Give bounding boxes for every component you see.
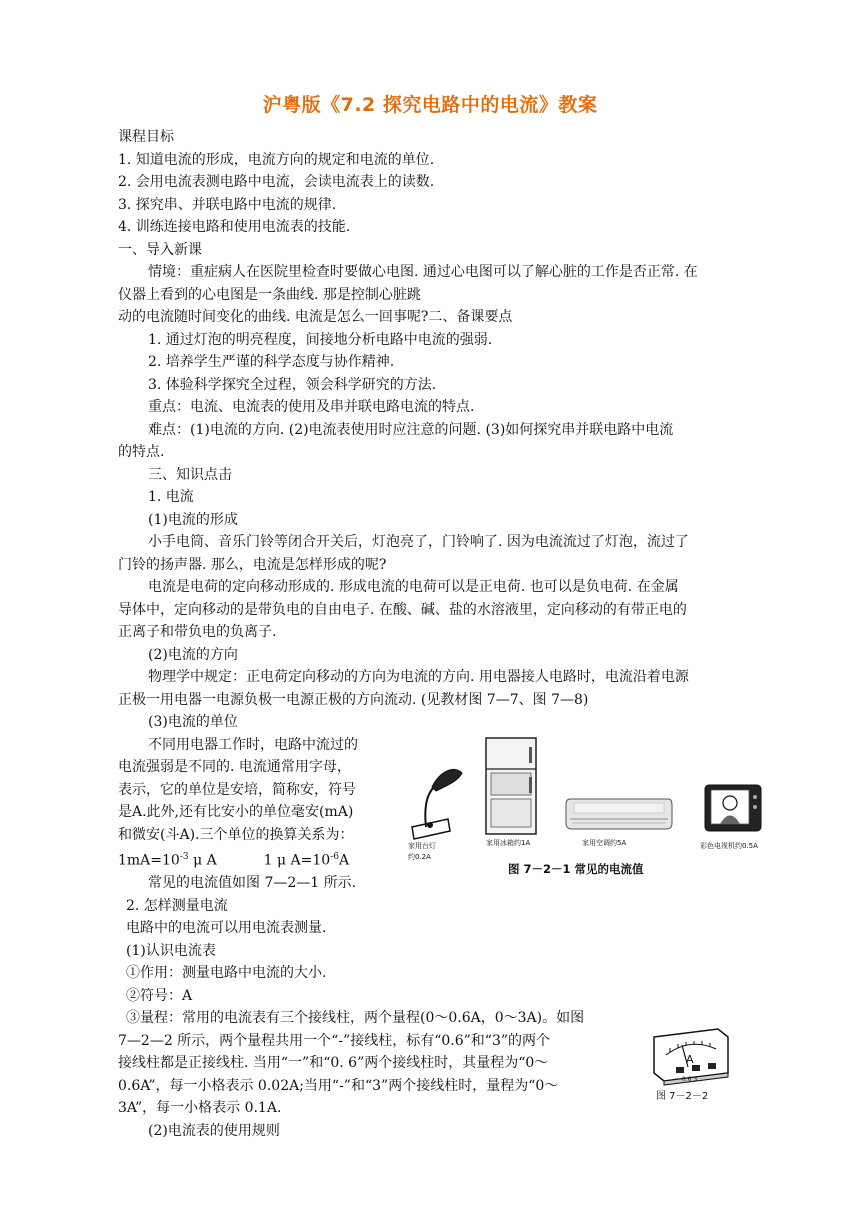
subsection-heading: 1. 电流 [148, 489, 194, 505]
paragraph-line: ③量程：常用的电流表有三个接线柱，两个量程(0～0.6A，0～3A)。如图 [126, 1010, 585, 1027]
figure1-caption: 图 7－2－1 常见的电流值 [508, 862, 644, 876]
paragraph-line: 电流强弱是不同的. 电流通常用字母， [118, 759, 351, 775]
paragraph-line: 电流是电荷的定向移动形成的. 形成电流的电荷可以是正电荷. 也可以是负电荷. 在金属 [148, 579, 679, 595]
prep-item: 1. 通过灯泡的明亮程度，间接地分析电路中电流的强弱. [148, 331, 493, 348]
section-heading: 三、知识点击 [148, 466, 232, 483]
unit-conversion [118, 846, 386, 872]
figure-ammeter [648, 1015, 738, 1105]
exponent: -6 [330, 852, 339, 862]
paragraph-line: 情境：重症病人在医院里检查时要做心电图. 通过心电图可以了解心脏的工作是否正常. 在 [148, 264, 698, 280]
goal-item: 2. 会用电流表测电路中电流，会读电流表上的读数. [118, 174, 435, 190]
paragraph-line: 小手电筒、音乐门铃等闭合开关后，灯泡亮了，门铃响了. 因为电流流过了灯泡，流过了 [148, 534, 689, 550]
ammeter-letter: A [686, 1053, 694, 1066]
paragraph-line: 表示，它的单位是安培，简称安，符号 [118, 781, 356, 798]
ammeter-art [648, 1015, 738, 1105]
lamp-label-1: 家用台灯 [408, 842, 436, 850]
fridge-label: 家用冰箱约1A [486, 839, 531, 847]
topic-heading: (1)电流的形成 [148, 511, 238, 528]
paragraph-line: 门铃的扬声器. 那么，电流是怎样形成的呢? [118, 556, 387, 573]
figure2-caption: 图 7－2－2 [656, 1091, 709, 1102]
paragraph-line: 0.6A”，每一小格表示 0.02A;当用“-”和“3”两个接线柱时，量程为“0～ [118, 1077, 559, 1094]
goal-item: 4. 训练连接电路和使用电流表的技能. [118, 219, 351, 235]
ammeter-symbol: ②符号：A [126, 987, 193, 1004]
paragraph-line: 仪器上看到的心电图是一条曲线. 那是控制心脏跳 [118, 286, 421, 303]
exponent: -3 [179, 852, 189, 862]
topic-heading: (2)电流的方向 [148, 646, 238, 663]
paragraph-line: 和微安(斗A).三个单位的换算关系为： [118, 826, 354, 843]
difficulty-line: 的特点. [118, 444, 165, 460]
subsection-heading: 2. 怎样测量电流 [126, 897, 228, 914]
air-conditioner-illustration [566, 799, 672, 829]
figure-common-currents-art [400, 735, 772, 880]
paragraph-line: 电路中的电流可以用电流表测量. [126, 920, 327, 937]
paragraph-line: 7—2—2 所示，两个量程共用一个“-”接线柱，标有“0.6”和“3”的两个 [118, 1032, 551, 1049]
figure-common-currents [400, 735, 772, 880]
unit-text-block [118, 734, 386, 873]
goal-item: 3. 探究串、并联电路中电流的规律. [118, 196, 337, 213]
paragraph-line: 接线柱都是正接线柱. 当用“一”和“0. 6”两个接线柱时，其量程为“0～ [118, 1055, 549, 1072]
document-title: 沪粤版《7.2 探究电路中的电流》教案 [262, 94, 598, 116]
paragraph-line: 正极一用电器一电源负极一电源正极的方向流动. (见教材图 7—7、图 7—8) [118, 691, 589, 708]
fridge-illustration [486, 738, 536, 834]
ammeter-function: ①作用：测量电路中电流的大小. [126, 965, 327, 982]
paragraph-line: 3A”，每一小格表示 0.1A. [118, 1100, 282, 1117]
section-heading: 一、导入新课 [118, 241, 202, 258]
topic-heading: (1)认识电流表 [126, 942, 216, 959]
goal-item: 1. 知道电流的形成，电流方向的规定和电流的单位. [118, 151, 435, 168]
prep-item: 3. 体验科学探究全过程，领会科学研究的方法. [148, 376, 437, 393]
tv-label: 彩色电视机约0.5A [700, 842, 758, 850]
paragraph-line: 物理学中规定：正电荷定向移动的方向为电流的方向. 用电器接人电路时，电流沿着电源 [148, 669, 689, 685]
ac-label: 家用空调约5A [582, 839, 627, 847]
desk-lamp-illustration [412, 769, 462, 839]
paragraph-line: 不同用电器工作时，电路中流过的 [148, 736, 358, 753]
paragraph-line: 导体中，定向移动的是带负电的自由电子. 在酸、碱、盐的水溶液里，定向移动的有带正电的 [118, 601, 687, 618]
conversion-a-unit: A [338, 852, 350, 869]
conversion-ua-unit: μ A [188, 852, 217, 869]
goals-heading: 课程目标 [118, 129, 174, 145]
topic-heading: (2)电流表的使用规则 [148, 1122, 280, 1139]
paragraph-line: 常见的电流值如图 7—2—1 所示. [148, 875, 357, 892]
conversion-ua: 1 μ A=10 [263, 852, 331, 869]
paragraph-line: 正离子和带负电的负离子. [118, 624, 277, 640]
tv-illustration [705, 785, 761, 831]
paragraph-line: 是A.此外,还有比安小的单位毫安(mA) [118, 804, 354, 820]
paragraph-line: 动的电流随时间变化的曲线. 电流是怎么一回事呢?二、备课要点 [118, 309, 513, 325]
lamp-label-2: 约0.2A [408, 853, 431, 861]
conversion-ma: 1mA=10 [118, 852, 180, 869]
topic-heading: (3)电流的单位 [148, 714, 238, 730]
key-point: 重点：电流、电流表的使用及串并联电路电流的特点. [148, 399, 475, 415]
document-body [118, 126, 748, 1142]
difficulty-line: 难点：(1)电流的方向. (2)电流表使用时应注意的问题. (3)如何探究串并联电路中电流 [148, 421, 674, 438]
ammeter-terminals: － 0.6 3 [674, 1076, 698, 1083]
prep-item: 2. 培养学生严谨的科学态度与协作精神. [148, 354, 395, 370]
